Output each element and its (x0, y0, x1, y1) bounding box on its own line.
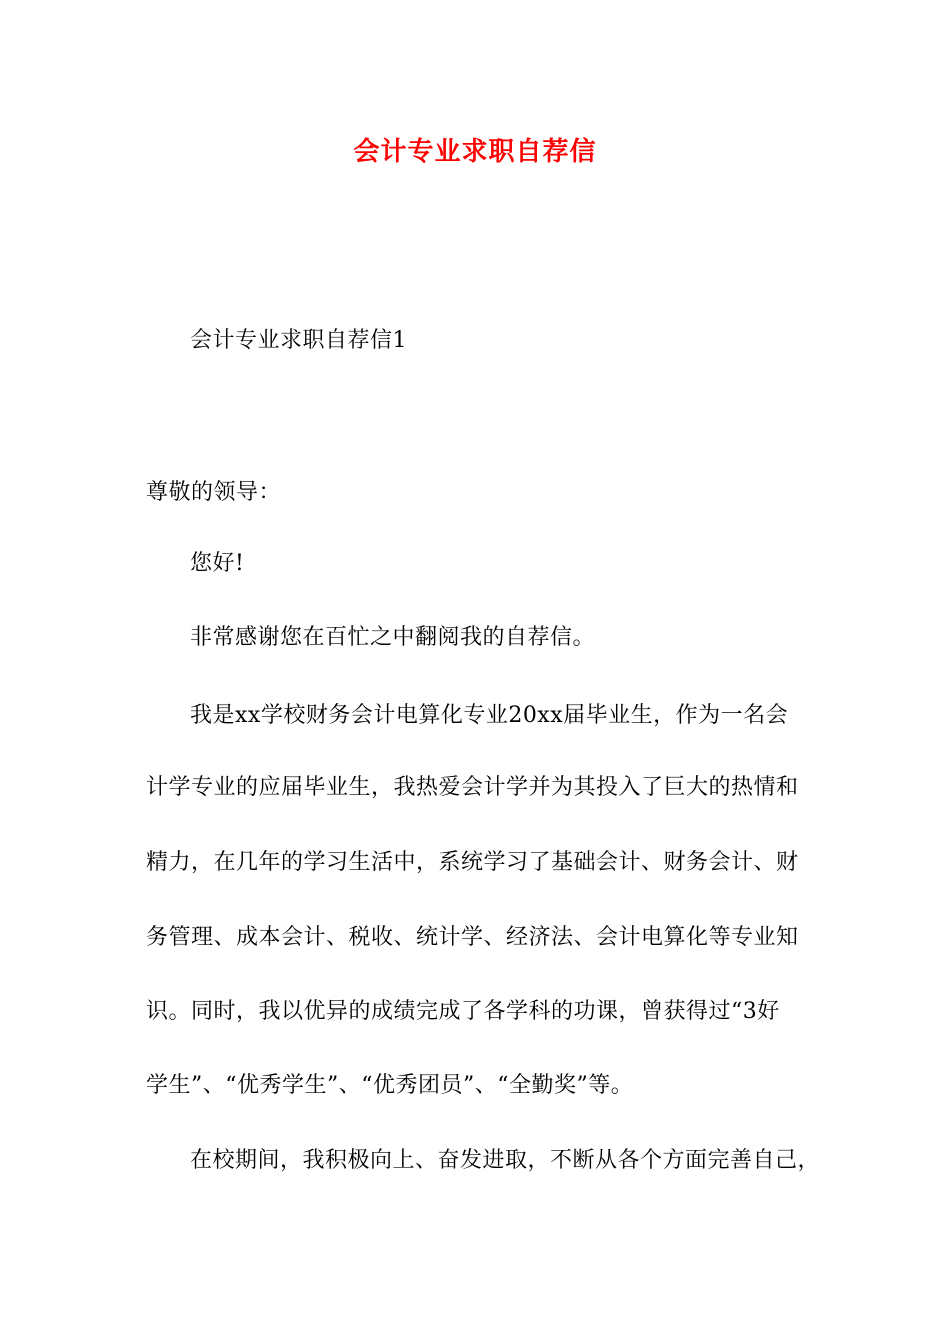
paragraph-line: 务管理、成本会计、税收、统计学、经济法、会计电算化等专业知 (146, 925, 799, 950)
letter-subtitle: 会计专业求职自荐信1 (190, 328, 407, 353)
paragraph-line: 我是xx学校财务会计电算化专业20xx届毕业生，作为一名会 (190, 703, 789, 728)
paragraph-line: 学生”、“优秀学生”、“优秀团员”、“全勤奖”等。 (146, 1073, 634, 1098)
paragraph-line: 精力，在几年的学习生活中，系统学习了基础会计、财务会计、财 (146, 850, 799, 875)
paragraph-line: 识。同时，我以优异的成绩完成了各学科的功课，曾获得过“3好 (146, 999, 780, 1024)
paragraph-line: 在校期间，我积极向上、奋发进取，不断从各个方面完善自己， (190, 1148, 821, 1173)
paragraph-line: 非常感谢您在百忙之中翻阅我的自荐信。 (190, 625, 596, 650)
paragraph-line: 计学专业的应届毕业生，我热爱会计学并为其投入了巨大的热情和 (146, 775, 799, 800)
greeting: 您好! (190, 551, 245, 576)
salutation: 尊敬的领导： (146, 480, 282, 505)
document-title: 会计专业求职自荐信 (353, 137, 597, 167)
